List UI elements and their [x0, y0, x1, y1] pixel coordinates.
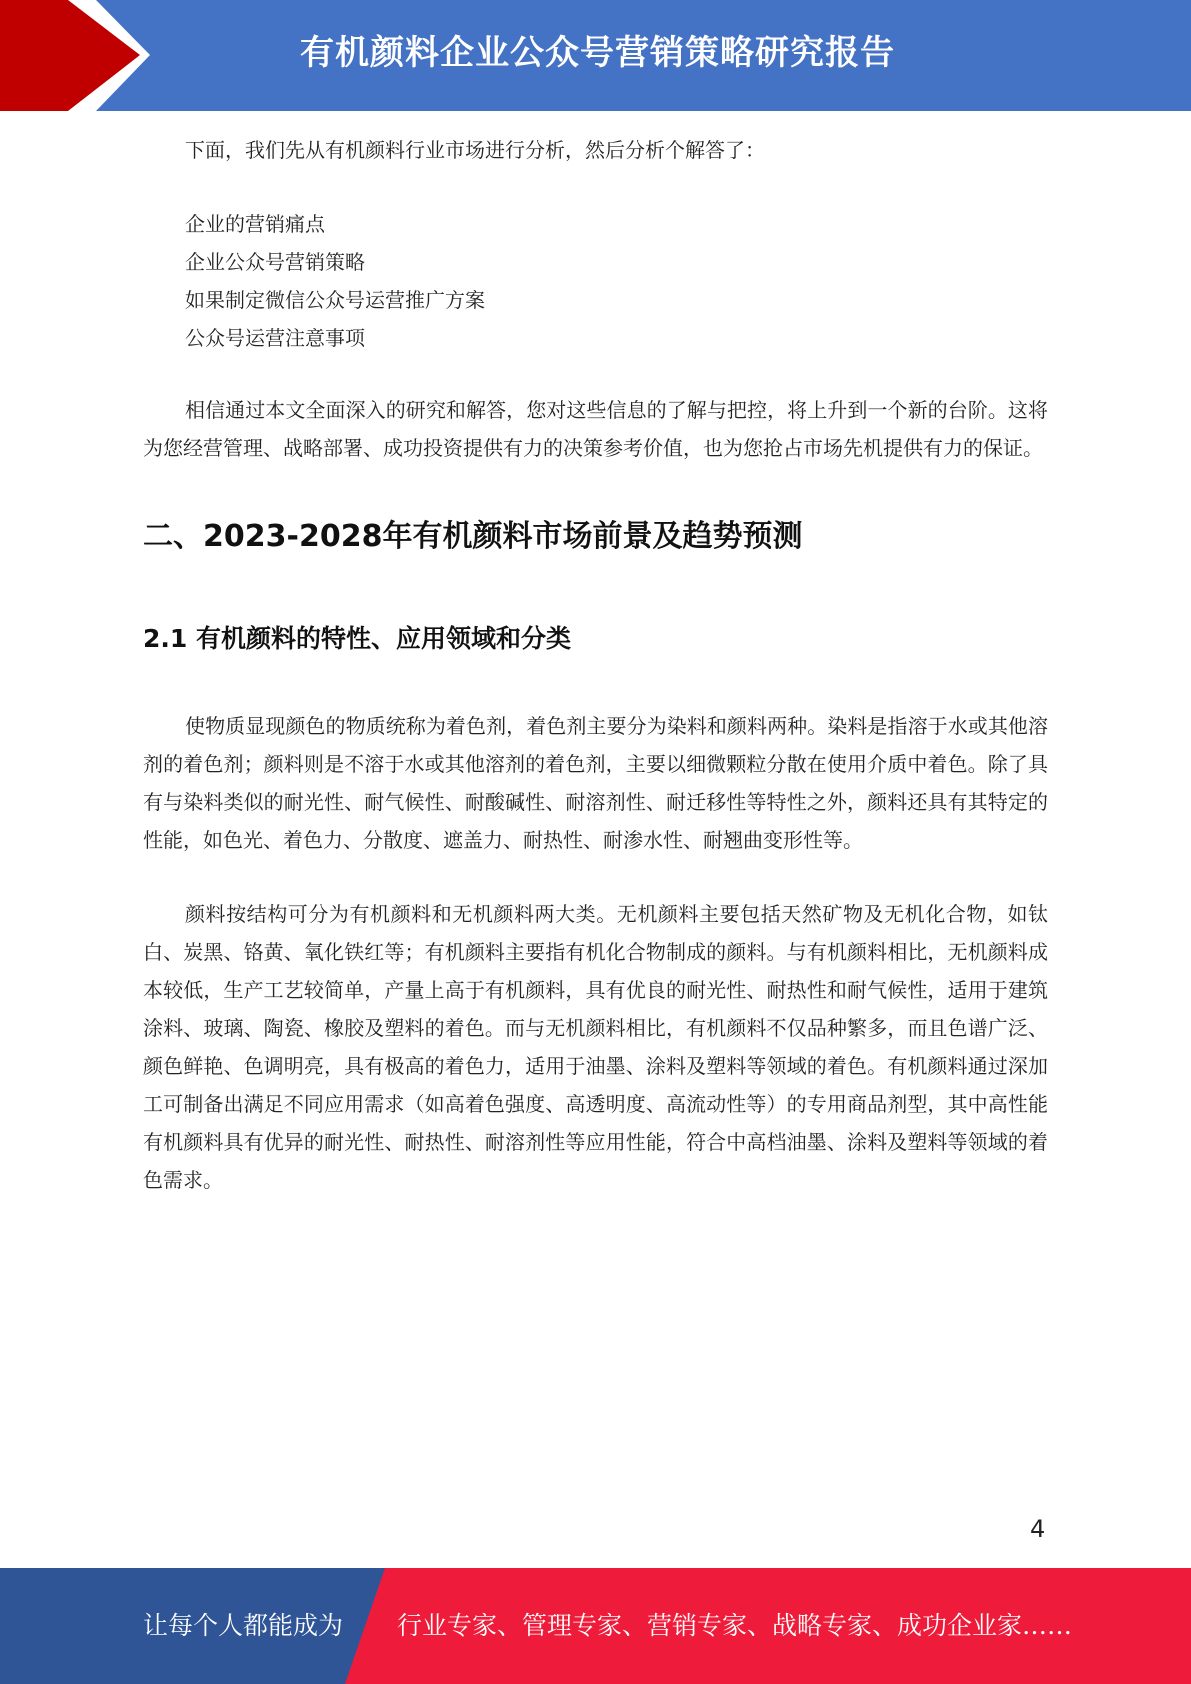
footer-slogan-left: 让每个人都能成为 — [143, 1611, 344, 1640]
list-item: 公众号运营注意事项 — [185, 326, 365, 350]
section-heading: 二、2023-2028年有机颜料市场前景及趋势预测 — [143, 519, 803, 554]
list-item: 如果制定微信公众号运营推广方案 — [185, 288, 485, 312]
topic-list — [143, 205, 1048, 357]
page-number: 4 — [1030, 1515, 1046, 1543]
header-title: 有机颜料企业公众号营销策略研究报告 — [300, 33, 895, 73]
subsection-heading: 2.1 有机颜料的特性、应用领域和分类 — [143, 624, 571, 653]
body-paragraph: 颜料按结构可分为有机颜料和无机颜料两大类。无机颜料主要包括天然矿物及无机化合物，如钛白、炭黑、铬黄、氧化铁红等；有机颜料主要指有机化合物制成的颜料。与有机颜料相比，无机颜料成本较低，生产工艺较简单，产量上高于有机颜料，具有优良的耐光性、耐热性和耐气候性，适用于建筑涂料、玻璃、陶瓷、橡胶及塑料的着色。而与无机颜料相比，有机颜料不仅品种繁多，而且色谱广泛、颜色鲜艳、色调明亮，具有极高的着色力，适用于油墨、涂料及塑料等领域的着色。有机颜料通过深加工可制备出满足不同应用需求（如高着色强度、高透明度、高流动性等）的专用商品剂型，其中高性能有机颜料具有优异的耐光性、耐热性、耐溶剂性等应用性能，符合中高档油墨、涂料及塑料等领域的着色需求。 — [143, 902, 1048, 1192]
header-arrow-decoration — [0, 0, 160, 111]
page-content — [143, 131, 1048, 1199]
list-item: 企业公众号营销策略 — [185, 250, 365, 274]
summary-paragraph: 相信通过本文全面深入的研究和解答，您对这些信息的了解与把控，将上升到一个新的台阶。这将为您经营管理、战略部署、成功投资提供有力的决策参考价值，也为您抢占市场先机提供有力的保证。 — [143, 398, 1048, 460]
list-item: 企业的营销痛点 — [185, 212, 325, 236]
footer-banner — [0, 1568, 1191, 1684]
header-banner — [0, 0, 1191, 111]
footer-slogan-right: 行业专家、管理专家、营销专家、战略专家、成功企业家…… — [397, 1611, 1073, 1640]
body-paragraph: 使物质显现颜色的物质统称为着色剂，着色剂主要分为染料和颜料两种。染料是指溶于水或其他溶剂的着色剂；颜料则是不溶于水或其他溶剂的着色剂，主要以细微颗粒分散在使用介质中着色。除了具有与染料类似的耐光性、耐气候性、耐酸碱性、耐溶剂性、耐迁移性等特性之外，颜料还具有其特定的性能，如色光、着色力、分散度、遮盖力、耐热性、耐渗水性、耐翘曲变形性等。 — [143, 714, 1048, 852]
intro-paragraph: 下面，我们先从有机颜料行业市场进行分析，然后分析个解答了： — [185, 138, 765, 162]
